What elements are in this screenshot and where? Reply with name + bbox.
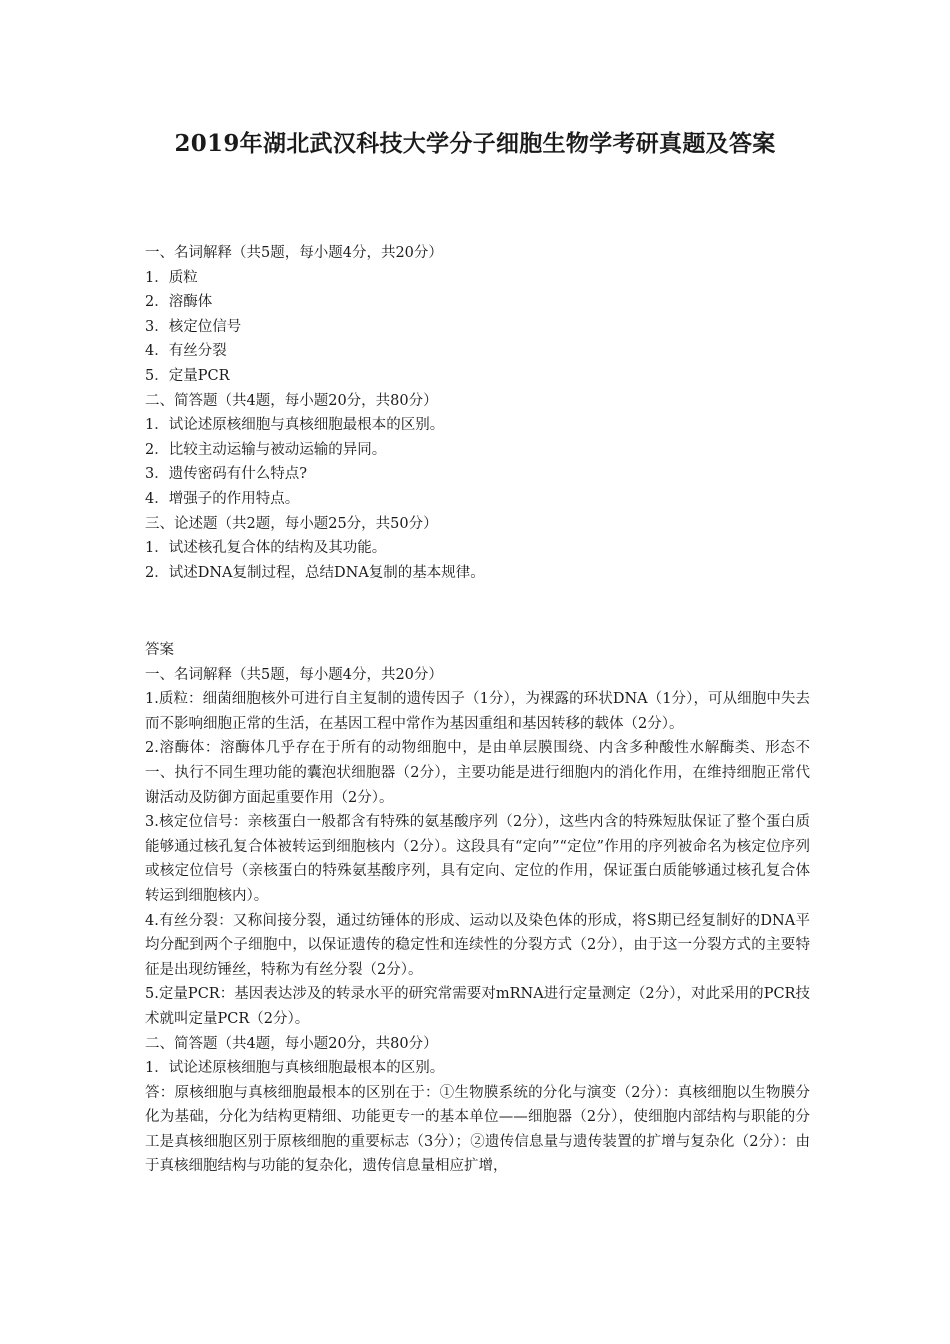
question-item: 2．溶酶体 [145,294,213,311]
section-heading-terms: 一、名词解释（共5题，每小题4分，共20分） [145,245,443,261]
section-heading-terms: 一、名词解释（共5题，每小题4分，共20分） [145,666,443,683]
question-item: 5．定量PCR [145,367,230,384]
answer-paragraph: 答：原核细胞与真核细胞最根本的区别在于：①生物膜系统的分化与演变（2分）：真核细胞以生物膜分化为基础，分化为结构更精细、功能更专一的基本单位——细胞器（2分），使细胞内部结构与职能的分工是真核细胞区别于原核细胞的重要标志（3分）；②遗传信息量与遗传装置的扩增与复杂化（2分）：由于真核细胞结构与功能的复杂化，遗传信息量相应扩增， [145,1084,810,1175]
question-item: 3．核定位信号 [145,318,242,335]
question-item: 2．试述DNA复制过程，总结DNA复制的基本规律。 [145,564,485,581]
answer-paragraph: 5.定量PCR：基因表达涉及的转录水平的研究常需要对mRNA进行定量测定（2分），对此采用的PCR技术就叫定量PCR（2分）。 [145,986,810,1027]
section-heading-short-answer: 二、简答题（共4题，每小题20分，共80分） [145,392,438,409]
section-heading-short-answer: 二、简答题（共4题，每小题20分，共80分） [145,1035,438,1052]
question-item: 1．试论述原核细胞与真核细胞最根本的区别。 [145,1060,445,1077]
answer-paragraph: 1.质粒：细菌细胞核外可进行自主复制的遗传因子（1分），为裸露的环状DNA（1分），可从细胞中失去而不影响细胞正常的生活，在基因工程中常作为基因重组和基因转移的载体（2分）。 [145,691,810,732]
answer-paragraph: 3.核定位信号：亲核蛋白一般都含有特殊的氨基酸序列（2分），这些内含的特殊短肽保证了整个蛋白质能够通过核孔复合体被转运到细胞核内（2分）。这段具有“定向”“定位”作用的序列被命名为核定位序列或核定位信号（亲核蛋白的特殊氨基酸序列，具有定向、定位的作用，保证蛋白质能够通过核孔复合体转运到细胞核内）。 [145,814,810,904]
question-item: 2．比较主动运输与被动运输的异同。 [145,441,387,458]
question-item: 4．有丝分裂 [145,343,227,360]
exam-questions [145,241,810,585]
answer-paragraph: 2.溶酶体：溶酶体几乎存在于所有的动物细胞中，是由单层膜围绕、内含多种酸性水解酶类、形态不一、执行不同生理功能的囊泡状细胞器（2分），主要功能是进行细胞内的消化作用，在维持细胞正常代谢活动及防御方面起重要作用（2分）。 [145,740,810,806]
question-item: 1．试论述原核细胞与真核细胞最根本的区别。 [145,417,445,434]
answer-paragraph: 4.有丝分裂：又称间接分裂，通过纺锤体的形成、运动以及染色体的形成，将S期已经复制好的DNA平均分配到两个子细胞中，以保证遗传的稳定性和连续性的分裂方式（2分），由于这一分裂方式的主要特征是出现纺锤丝，特称为有丝分裂（2分）。 [145,912,810,978]
answers-section [145,638,810,1179]
answers-heading: 答案 [145,642,174,658]
question-item: 3．遗传密码有什么特点? [145,466,307,483]
document-title: 2019年湖北武汉科技大学分子细胞生物学考研真题及答案 [174,130,776,157]
question-item: 1．质粒 [145,269,198,286]
question-item: 4．增强子的作用特点。 [145,490,300,507]
question-item: 1．试述核孔复合体的结构及其功能。 [145,540,387,557]
section-heading-essay: 三、论述题（共2题，每小题25分，共50分） [145,515,438,532]
